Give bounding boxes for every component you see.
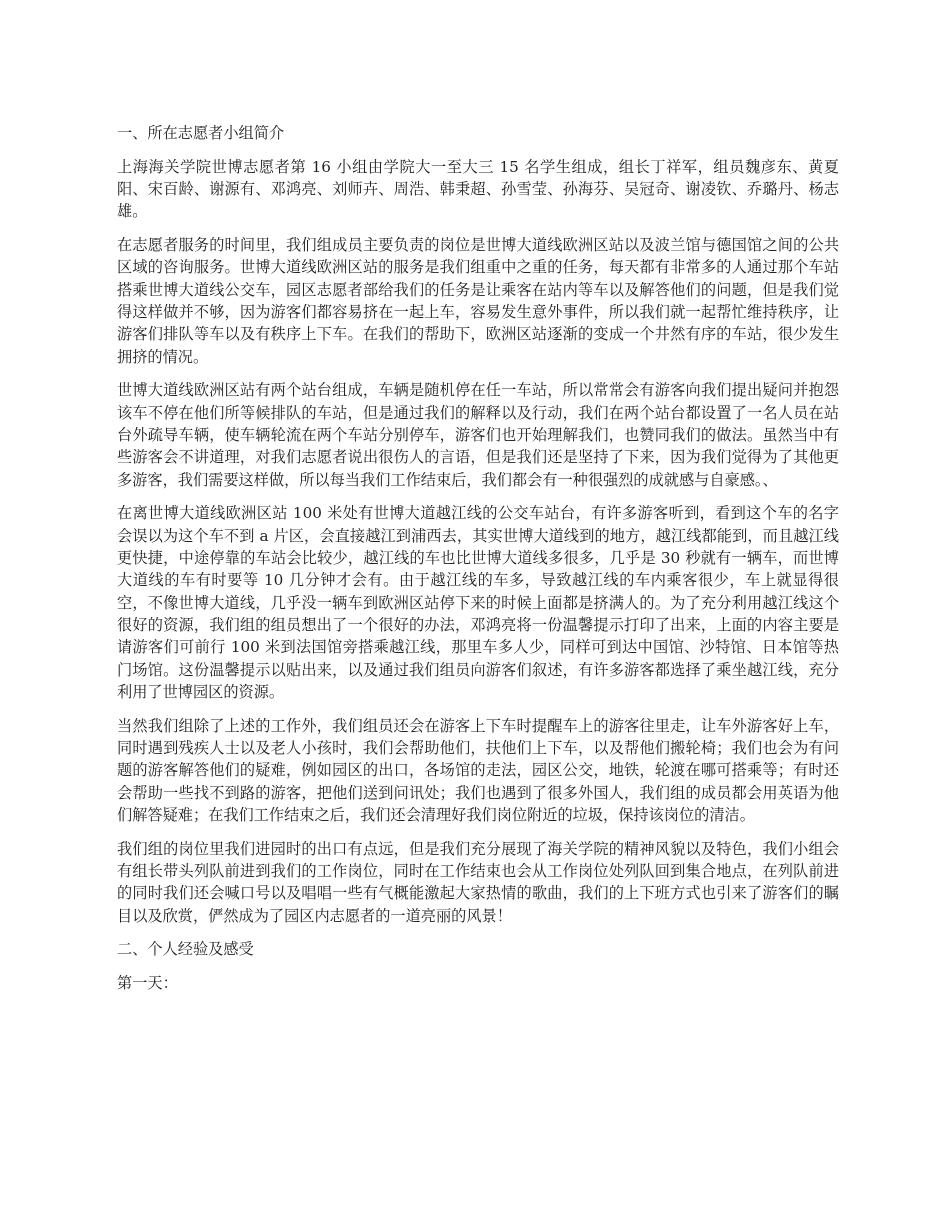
section-heading-1: 一、所在志愿者小组简介 [117,124,285,142]
paragraph-team-spirit: 我们组的岗位里我们进园时的出口有点远，但是我们充分展现了海关学院的精神风貌以及特色，我们小组会有组长带头列队前进到我们的工作岗位，同时在工作结束也会从工作岗位处列队回到集合地点，在列队前进的同时我们还会喊口号以及唱唱一些有气概能激起大家热情的歌曲，我们的上下班方式也引来了游客们的瞩目以及欣赏，俨然成为了园区内志愿者的一道亮丽的风景！ [117,839,839,925]
paragraph-post-duty: 在志愿者服务的时间里，我们组成员主要负责的岗位是世博大道线欧洲区站以及波兰馆与德国馆之间的公共区域的咨询服务。世博大道线欧洲区站的服务是我们组重中之重的任务，每天都有非常多的人通过那个车站搭乘世博大道线公交车，园区志愿者部给我们的任务是让乘客在站内等车以及解答他们的问题，但是我们觉得这样做并不够，因为游客们都容易挤在一起上车，容易发生意外事件，所以我们就一起帮忙维持秩序，让游客们排队等车以及有秩序上下车。在我们的帮助下，欧洲区站逐渐的变成一个井然有序的车站，很少发生拥挤的情况。 [117,236,839,366]
section-heading-2: 二、个人经验及感受 [117,940,254,959]
day-one-label: 第一天： [117,974,178,993]
paragraph-platform-guidance: 世博大道线欧洲区站有两个站台组成，车辆是随机停在任一车站，所以常常会有游客向我们提出疑问并抱怨该车不停在他们所等候排队的车站，但是通过我们的解释以及行动，我们在两个站台都设置了一名人员在站台外疏导车辆，使车辆轮流在两个车站分别停车，游客们也开始理解我们，也赞同我们的做法。虽然当中有些游客会不讲道理，对我们志愿者说出很伤人的言语，但是我们还是坚持了下来，因为我们觉得为了其他更多游客，我们需要这样做，所以每当我们工作结束后，我们都会有一种很强烈的成就感与自豪感。、 [117,381,839,489]
document-page [117,122,839,1006]
paragraph-group-intro: 上海海关学院世博志愿者第 16 小组由学院大一至大三 15 名学生组成，组长丁祥军，组员魏彦东、黄夏阳、宋百龄、谢源有、邓鸿亮、刘师卉、周浩、韩秉超、孙雪莹、孙海芬、吴冠奇、谢凌钦、乔璐丹、杨志雄。 [117,157,839,221]
paragraph-other-work: 当然我们组除了上述的工作外，我们组员还会在游客上下车时提醒车上的游客往里走，让车外游客好上车，同时遇到残疾人士以及老人小孩时，我们会帮助他们，扶他们上下车，以及帮他们搬轮椅；我们也会为有问题的游客解答他们的疑难，例如园区的出口，各场馆的走法，园区公交，地铁，轮渡在哪可搭乘等；有时还会帮助一些找不到路的游客，把他们送到问讯处；我们也遇到了很多外国人，我们组的成员都会用英语为他们解答疑难；在我们工作结束之后，我们还会清理好我们岗位附近的垃圾，保持该岗位的清洁。 [117,716,839,824]
paragraph-river-line: 在离世博大道线欧洲区站 100 米处有世博大道越江线的公交车站台，有许多游客听到，看到这个车的名字会误以为这个车不到 a 片区，会直接越江到浦西去，其实世博大道线到的地方，越江线都能到，而且越江线更快捷，中途停靠的车站会比较少，越江线的车也比世博大道线多很多，几乎是 30 秒就有一辆车，而世博大道线的车有时要等 10 几分钟才会有。由于越江线的车多，导致越江线的车内乘客很少，车上就显得很空，不像世博大道线，几乎没一辆车到欧洲区站停下来的时候上面都是挤满人的。为了充分利用越江线这个很好的资源，我们组的组员想出了一个很好的办法，邓鸿亮将一份温馨提示打印了出来，上面的内容主要是请游客们可前行 100 米到法国馆旁搭乘越江线，那里车多人少，同样可到达中国馆、沙特馆、日本馆等热门场馆。这份温馨提示以贴出来，以及通过我们组员向游客们叙述，有许多游客都选择了乘坐越江线，充分利用了世博园区的资源。 [117,504,839,701]
